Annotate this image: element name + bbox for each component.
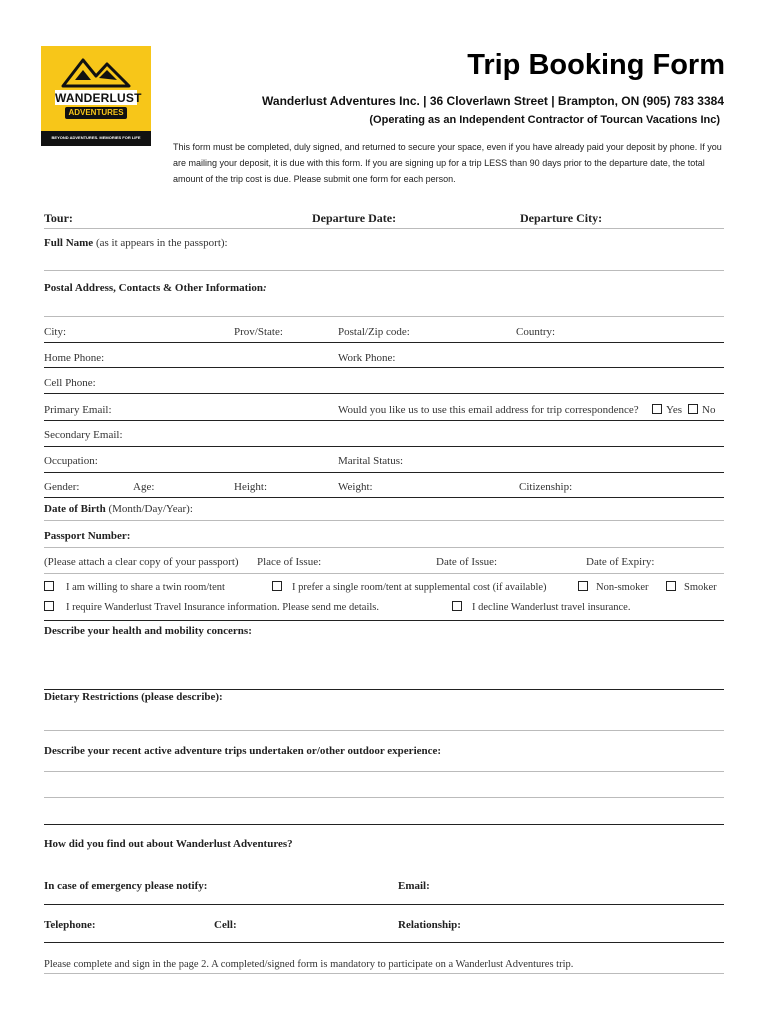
emergency-telephone-label: Telephone: bbox=[44, 919, 96, 931]
dob-text: Date of Birth bbox=[44, 503, 106, 515]
date-of-issue-label: Date of Issue: bbox=[436, 556, 498, 568]
non-smoker-option[interactable] bbox=[578, 581, 649, 593]
primary-email-label: Primary Email: bbox=[44, 404, 112, 416]
cell-phone-label: Cell Phone: bbox=[44, 377, 96, 389]
company-info: Wanderlust Adventures Inc. | 36 Cloverlawn Street | Brampton, ON (905) 783 3384 bbox=[262, 94, 724, 108]
no-checkbox[interactable] bbox=[688, 404, 698, 414]
referral-question: How did you find out about Wanderlust Adventures? bbox=[44, 838, 293, 850]
tour-underline bbox=[44, 228, 724, 229]
postal-address-colon: : bbox=[262, 282, 267, 294]
insurance-request-checkbox[interactable] bbox=[44, 601, 54, 611]
weight-label: Weight: bbox=[338, 481, 373, 493]
company-logo bbox=[41, 46, 151, 146]
phone-underline bbox=[44, 367, 724, 368]
secondary-email-underline bbox=[44, 446, 724, 447]
twin-room-option[interactable] bbox=[44, 581, 225, 593]
date-of-expiry-label: Date of Expiry: bbox=[586, 556, 655, 568]
emergency-telephone-underline bbox=[44, 942, 724, 943]
contractor-note: (Operating as an Independent Contractor of Tourcan Vacations Inc) bbox=[369, 114, 720, 126]
health-underline bbox=[44, 689, 724, 690]
no-label: No bbox=[702, 404, 716, 416]
postal-address-label bbox=[44, 282, 267, 294]
single-room-label: I prefer a single room/tent at supplemental cost (if available) bbox=[292, 582, 547, 593]
instructions: This form must be completed, duly signed, and returned to secure your space, even if you have already paid your deposit by phone. If you are mailing your deposit, it is due with this form. If you are signing up for a trip LESS than 90 days prior to the departure date, the total amount of the trip cost is due. Please submit one form for each person. bbox=[173, 142, 722, 184]
logo-brand-line1: WANDERLUST bbox=[55, 91, 142, 105]
departure-date-label: Departure Date: bbox=[312, 211, 397, 225]
twin-room-label: I am willing to share a twin room/tent bbox=[66, 582, 225, 593]
city-label: City: bbox=[44, 326, 67, 338]
experience-line-2 bbox=[44, 797, 724, 798]
health-question: Describe your health and mobility concerns: bbox=[44, 625, 252, 637]
passport-underline bbox=[44, 547, 724, 548]
full-name-note: (as it appears in the passport): bbox=[95, 237, 228, 249]
cell-underline bbox=[44, 393, 724, 394]
logo-tagline: BEYOND ADVENTURES. MEMORIES FOR LIFE bbox=[51, 135, 141, 140]
home-phone-label: Home Phone: bbox=[44, 352, 105, 364]
emergency-email-label: Email: bbox=[398, 880, 430, 892]
dob-label bbox=[44, 503, 193, 515]
insurance-decline-option[interactable] bbox=[452, 601, 630, 613]
emergency-relationship-label: Relationship: bbox=[398, 919, 461, 931]
country-label: Country: bbox=[516, 326, 556, 338]
experience-line-3 bbox=[44, 824, 724, 825]
insurance-request-option[interactable] bbox=[44, 601, 379, 613]
dietary-underline bbox=[44, 730, 724, 731]
height-label: Height: bbox=[234, 481, 267, 493]
insurance-decline-label: I decline Wanderlust travel insurance. bbox=[472, 602, 631, 613]
full-name-underline bbox=[44, 270, 724, 271]
smoker-label: Smoker bbox=[684, 582, 717, 593]
emergency-underline bbox=[44, 904, 724, 905]
age-label: Age: bbox=[133, 481, 155, 493]
smoker-checkbox[interactable] bbox=[666, 581, 676, 591]
passport-number-label: Passport Number: bbox=[44, 530, 131, 542]
options-underline bbox=[44, 620, 724, 621]
insurance-decline-checkbox[interactable] bbox=[452, 601, 462, 611]
non-smoker-label: Non-smoker bbox=[596, 582, 649, 593]
dob-format: (Month/Day/Year): bbox=[108, 503, 193, 515]
secondary-email-label: Secondary Email: bbox=[44, 429, 123, 441]
occupation-label: Occupation: bbox=[44, 455, 98, 467]
emergency-cell-label: Cell: bbox=[214, 919, 237, 931]
marital-status-label: Marital Status: bbox=[338, 455, 404, 467]
prov-state-label: Prov/State: bbox=[234, 326, 283, 338]
experience-question: Describe your recent active adventure trips undertaken or/other outdoor experience: bbox=[44, 745, 442, 757]
experience-line-1 bbox=[44, 771, 724, 772]
dob-underline bbox=[44, 520, 724, 521]
departure-city-label: Departure City: bbox=[520, 211, 603, 225]
full-name-text: Full Name bbox=[44, 237, 94, 249]
occupation-underline bbox=[44, 472, 724, 473]
postal-address-underline bbox=[44, 316, 724, 317]
page-title: Trip Booking Form bbox=[467, 49, 725, 81]
city-underline bbox=[44, 342, 724, 343]
gender-label: Gender: bbox=[44, 481, 80, 493]
place-of-issue-label: Place of Issue: bbox=[257, 556, 322, 568]
work-phone-label: Work Phone: bbox=[338, 352, 396, 364]
single-room-checkbox[interactable] bbox=[272, 581, 282, 591]
logo-brand-line2: ADVENTURES bbox=[68, 108, 124, 117]
footer-underline bbox=[44, 973, 724, 974]
yes-checkbox[interactable] bbox=[652, 404, 662, 414]
smoker-option[interactable] bbox=[666, 581, 717, 593]
email-no-option[interactable] bbox=[688, 404, 715, 416]
postal-address-text: Postal Address, Contacts & Other Information bbox=[44, 282, 263, 294]
passport-copy-note: (Please attach a clear copy of your passport) bbox=[44, 556, 239, 568]
primary-email-underline bbox=[44, 420, 724, 421]
twin-room-checkbox[interactable] bbox=[44, 581, 54, 591]
email-yes-option[interactable] bbox=[652, 404, 682, 416]
dietary-question: Dietary Restrictions (please describe): bbox=[44, 691, 223, 703]
gender-underline bbox=[44, 497, 724, 498]
non-smoker-checkbox[interactable] bbox=[578, 581, 588, 591]
passport-details-underline bbox=[44, 573, 724, 574]
yes-label: Yes bbox=[666, 404, 683, 416]
email-correspondence-question: Would you like us to use this email address for trip correspondence? bbox=[338, 404, 639, 416]
postal-zip-label: Postal/Zip code: bbox=[338, 326, 410, 338]
insurance-request-label: I require Wanderlust Travel Insurance information. Please send me details. bbox=[66, 602, 380, 613]
full-name-label bbox=[44, 237, 228, 249]
footer-note: Please complete and sign in the page 2. A completed/signed form is mandatory to participate on a Wanderlust Adventures trip. bbox=[44, 959, 574, 970]
tour-label: Tour: bbox=[44, 211, 73, 225]
emergency-contact-label: In case of emergency please notify: bbox=[44, 880, 208, 892]
single-room-option[interactable] bbox=[272, 581, 547, 593]
citizenship-label: Citizenship: bbox=[519, 481, 573, 493]
